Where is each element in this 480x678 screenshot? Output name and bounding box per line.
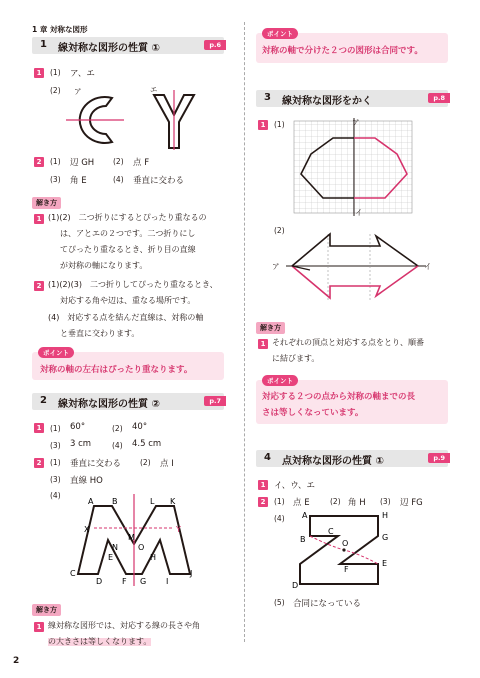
fig-label-b: B bbox=[112, 497, 118, 506]
explanation-number: 1 bbox=[34, 622, 44, 632]
fig-label-x: X bbox=[84, 525, 90, 534]
explanation-line: に結びます。 bbox=[272, 354, 320, 363]
sub-label: (1) bbox=[50, 68, 61, 77]
sub-label: (3) bbox=[380, 497, 391, 506]
sub-label: (4) bbox=[112, 441, 123, 450]
section-title: 線対称な図形の性質 ② bbox=[58, 399, 160, 410]
axis-label-top: ア bbox=[352, 118, 360, 127]
sub-label: (4) bbox=[113, 175, 124, 184]
page-ref-tag: p.7 bbox=[204, 396, 226, 406]
section-4-header bbox=[256, 450, 448, 467]
z-shape-figure bbox=[290, 510, 400, 590]
section-number: 2 bbox=[40, 395, 47, 406]
fig-label-f: F bbox=[122, 577, 127, 586]
sub-label: (5) bbox=[274, 598, 285, 607]
solution-label: 解き方 bbox=[32, 604, 61, 616]
figure-label: ア bbox=[74, 87, 82, 96]
sub-label: (2) bbox=[113, 157, 124, 166]
point-label: ポイント bbox=[262, 375, 298, 386]
fig-label-a: A bbox=[88, 497, 94, 506]
answer-text: 3 cm bbox=[70, 439, 92, 449]
point-text: 対称の軸の左右はぴったり重なります。 bbox=[40, 365, 193, 375]
sub-label: (2) bbox=[140, 458, 151, 467]
question-number: 2 bbox=[34, 157, 44, 167]
fig-label-c: C bbox=[70, 569, 76, 578]
sub-label: (2) bbox=[50, 86, 61, 95]
sub-label: (3) bbox=[50, 475, 61, 484]
explanation-line: (1)(2) 二つ折りにするとぴったり重なるの bbox=[48, 213, 207, 222]
sub-label: (4) bbox=[50, 491, 61, 500]
column-divider bbox=[244, 22, 245, 642]
page-ref-tag: p.9 bbox=[428, 453, 450, 463]
answer-text: 辺 FG bbox=[400, 498, 423, 508]
m-shape-figure bbox=[66, 492, 206, 588]
section-2-header bbox=[32, 393, 224, 410]
sub-label: (2) bbox=[274, 226, 285, 235]
solution-label: 解き方 bbox=[256, 322, 285, 334]
answer-text: 垂直に交わる bbox=[70, 459, 122, 469]
section-number: 3 bbox=[264, 92, 271, 103]
fig-label-d: D bbox=[292, 581, 299, 590]
section-title: 点対称な図形の性質 ① bbox=[282, 456, 384, 467]
figure-label: エ bbox=[150, 85, 158, 94]
grid-symmetry-figure bbox=[293, 118, 415, 216]
question-number: 1 bbox=[258, 480, 268, 490]
fig-label-g: G bbox=[140, 577, 147, 586]
fig-label-j: J bbox=[190, 569, 193, 578]
sub-label: (1) bbox=[50, 157, 61, 166]
answer-text: 辺 GH bbox=[70, 158, 95, 168]
answer-text: 点 I bbox=[160, 459, 174, 469]
fig-label-h: H bbox=[150, 553, 157, 562]
fig-label-g: G bbox=[382, 533, 389, 542]
fig-label-o: O bbox=[342, 539, 349, 548]
sub-label: (2) bbox=[112, 424, 123, 433]
page-ref-tag: p.6 bbox=[204, 40, 226, 50]
question-number: 2 bbox=[34, 458, 44, 468]
page-number: 2 bbox=[13, 656, 20, 666]
fig-label-a: A bbox=[302, 511, 308, 520]
sub-label: (1) bbox=[274, 497, 285, 506]
question-number: 1 bbox=[258, 120, 268, 130]
point-label: ポイント bbox=[38, 347, 74, 358]
fig-label-e: E bbox=[382, 559, 388, 568]
solution-label: 解き方 bbox=[32, 197, 61, 209]
chapter-title: 対称な図形 bbox=[49, 25, 88, 34]
section-number: 4 bbox=[264, 452, 271, 463]
explanation-number: 1 bbox=[258, 339, 268, 349]
answer-text: ア、エ bbox=[70, 69, 95, 79]
fig-label-i: I bbox=[166, 577, 169, 586]
chapter-heading bbox=[32, 24, 87, 35]
c-y-figure bbox=[64, 90, 204, 150]
fig-label-o: O bbox=[138, 543, 145, 552]
question-number: 1 bbox=[34, 68, 44, 78]
fig-label-d: D bbox=[96, 577, 103, 586]
answer-text: 点 F bbox=[133, 158, 150, 168]
section-title: 線対称な図形の性質 ① bbox=[58, 43, 160, 54]
fig-label-y: Y bbox=[176, 525, 181, 534]
point-text: さは等しくなっています。 bbox=[262, 408, 364, 418]
question-number: 1 bbox=[34, 423, 44, 433]
answer-text: 垂直に交わる bbox=[133, 176, 185, 186]
explanation-line: は、アとエの２つです。二つ折りにし bbox=[60, 229, 196, 238]
explanation-line: と垂直に交わります。 bbox=[60, 329, 140, 338]
explanation-line: 線対称な図形では、対応する線の長さや角 bbox=[48, 621, 200, 630]
answer-text: 点 E bbox=[293, 498, 310, 508]
section-1-header bbox=[32, 37, 224, 54]
point-text: 対称の軸で分けた２つの図形は合同です。 bbox=[262, 46, 423, 56]
sub-label: (1) bbox=[50, 424, 61, 433]
explanation-line: の大きさは等しくなります。 bbox=[48, 637, 152, 646]
point-text: 対応する２つの点から対称の軸までの長 bbox=[262, 392, 416, 402]
axis-label-right: イ bbox=[424, 262, 432, 271]
axis-label-left: ア bbox=[272, 262, 280, 271]
fig-label-f: F bbox=[344, 565, 349, 574]
sub-label: (4) bbox=[274, 514, 285, 523]
axis-label-bottom: イ bbox=[355, 208, 363, 217]
fig-label-e: E bbox=[108, 553, 114, 562]
explanation-number: 1 bbox=[34, 214, 44, 224]
fig-label-k: K bbox=[170, 497, 176, 506]
fig-label-h: H bbox=[382, 511, 389, 520]
explanation-line: 対応する角や辺は、重なる場所です。 bbox=[60, 296, 196, 305]
sub-label: (1) bbox=[274, 120, 285, 129]
section-title: 線対称な図形をかく bbox=[282, 96, 372, 107]
explanation-line: (4) 対応する点を結んだ直線は、対称の軸 bbox=[48, 313, 204, 322]
answer-text: 合同になっている bbox=[293, 599, 362, 609]
answer-text: 60° bbox=[70, 422, 86, 432]
point-label: ポイント bbox=[262, 28, 298, 39]
explanation-line: それぞれの頂点と対応する点をとり、順番 bbox=[272, 338, 424, 347]
arrow-symmetry-figure bbox=[280, 226, 430, 310]
question-number: 2 bbox=[258, 497, 268, 507]
explanation-line: が対称の軸になります。 bbox=[60, 261, 148, 270]
answer-text: 角 E bbox=[70, 176, 87, 186]
explanation-number: 2 bbox=[34, 281, 44, 291]
answer-text: 4.5 cm bbox=[132, 439, 162, 449]
section-number: 1 bbox=[40, 39, 47, 50]
answer-text: 40° bbox=[132, 422, 148, 432]
fig-label-m: M bbox=[128, 533, 135, 542]
fig-label-n: N bbox=[112, 543, 118, 552]
fig-label-l: L bbox=[150, 497, 155, 506]
fig-label-c: C bbox=[328, 527, 334, 536]
answer-text: 直線 HO bbox=[70, 476, 103, 486]
sub-label: (2) bbox=[330, 497, 341, 506]
answer-text: 角 H bbox=[348, 498, 366, 508]
chapter-number: 1 章 bbox=[32, 25, 48, 34]
sub-label: (3) bbox=[50, 441, 61, 450]
sub-label: (1) bbox=[50, 458, 61, 467]
explanation-line: (1)(2)(3) 二つ折りしてぴったり重なるとき、 bbox=[48, 280, 218, 289]
sub-label: (3) bbox=[50, 175, 61, 184]
section-3-header bbox=[256, 90, 448, 107]
explanation-line: てぴったり重なるとき、折り目の直線 bbox=[60, 245, 196, 254]
answer-text: イ、ウ、エ bbox=[274, 481, 316, 491]
page-ref-tag: p.8 bbox=[428, 93, 450, 103]
fig-label-b: B bbox=[300, 535, 306, 544]
